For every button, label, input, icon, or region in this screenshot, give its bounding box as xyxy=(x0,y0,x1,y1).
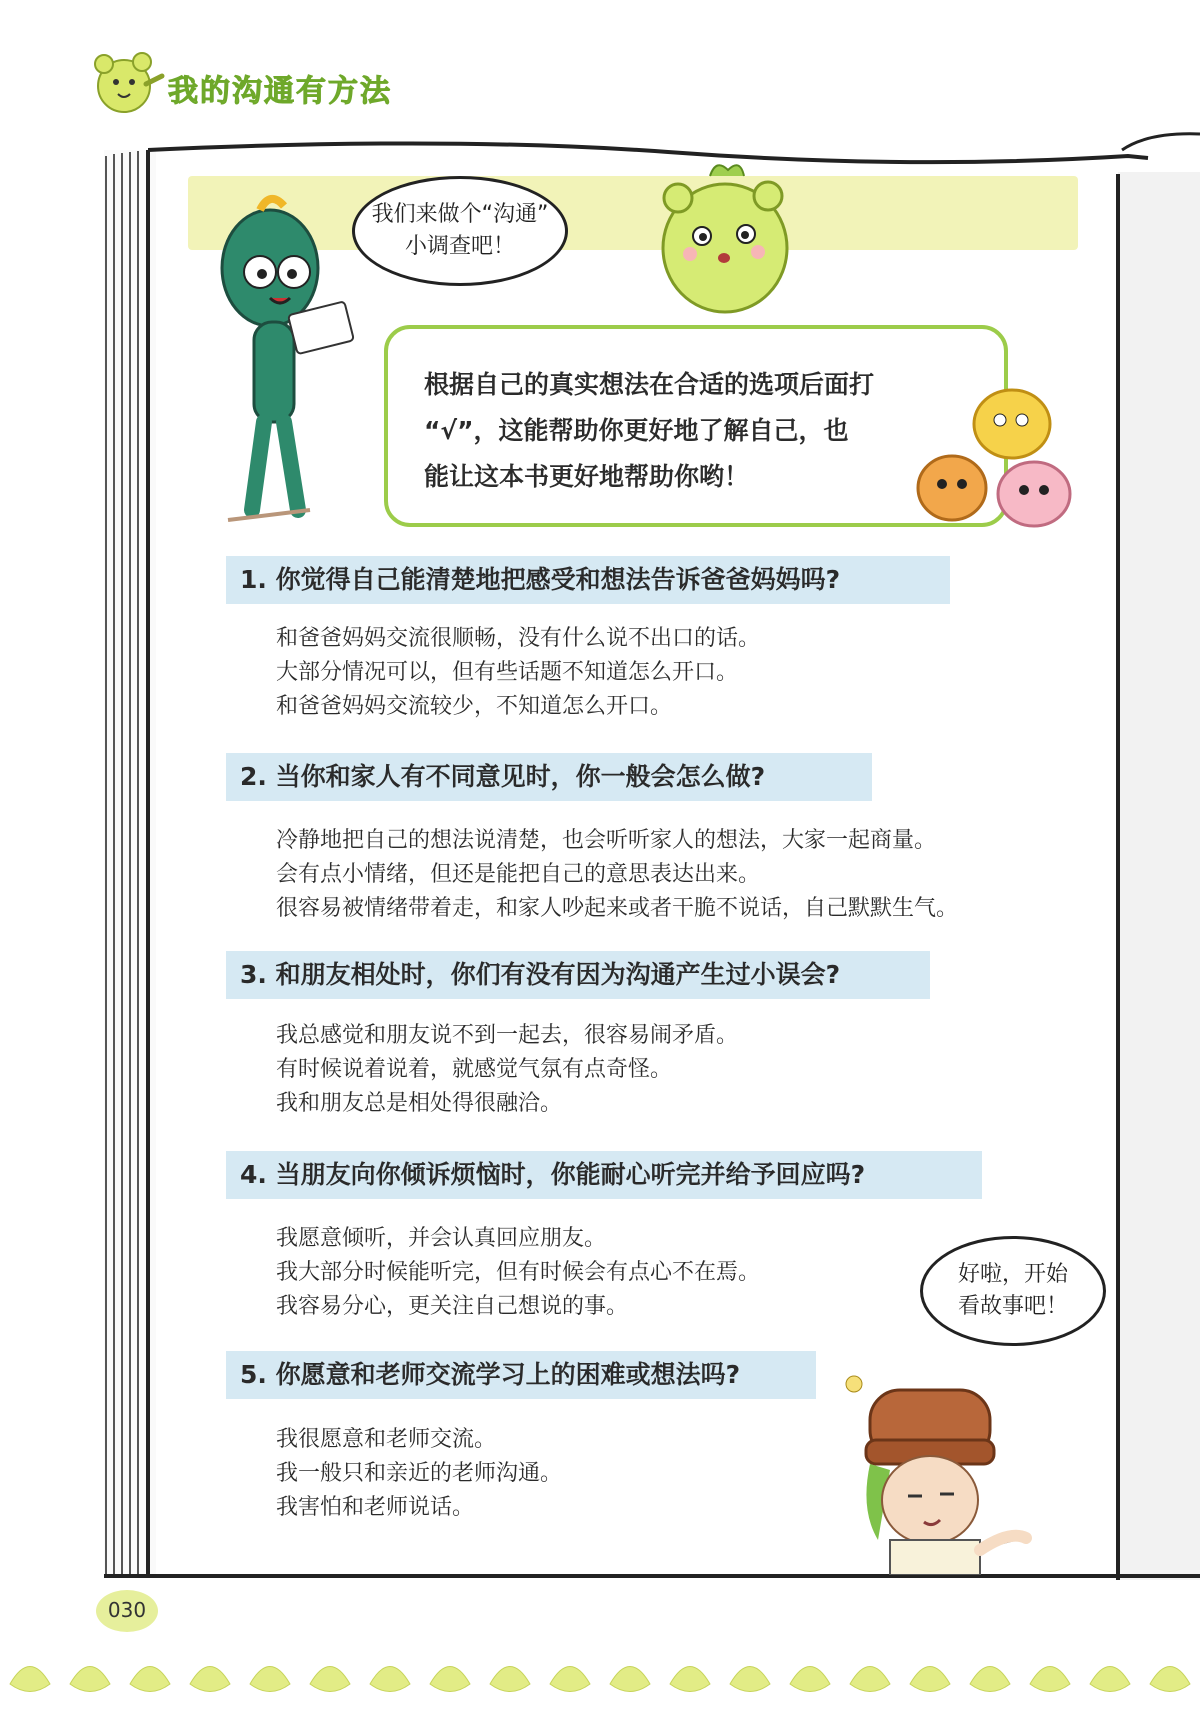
instruction-line: 根据自己的真实想法在合适的选项后面打 xyxy=(424,370,875,399)
question-title: 1. 你觉得自己能清楚地把感受和想法告诉爸爸妈妈吗? xyxy=(240,565,841,594)
bubble-line: 小调查吧！ xyxy=(404,234,515,259)
hat-character-illustration xyxy=(830,1360,1040,1575)
book-page-edges xyxy=(104,150,156,1578)
option-text[interactable]: 我容易分心，更关注自己想说的事。 xyxy=(276,1294,629,1319)
question-title: 5. 你愿意和老师交流学习上的困难或想法吗? xyxy=(240,1360,741,1389)
question-title: 2. 当你和家人有不同意见时，你一般会怎么做? xyxy=(240,762,766,791)
bubble-line: 看故事吧！ xyxy=(957,1294,1068,1319)
bubble-line: 好啦，开始 xyxy=(957,1262,1068,1287)
option-text[interactable]: 我害怕和老师说话。 xyxy=(276,1495,475,1520)
small-creatures-illustration xyxy=(916,384,1096,534)
option-text[interactable]: 和爸爸妈妈交流很顺畅，没有什么说不出口的话。 xyxy=(276,626,761,651)
question-title: 4. 当朋友向你倾诉烦恼时，你能耐心听完并给予回应吗? xyxy=(240,1160,866,1189)
option-text[interactable]: 我和朋友总是相处得很融洽。 xyxy=(276,1091,563,1116)
option-text[interactable]: 我大部分时候能听完，但有时候会有点心不在焉。 xyxy=(276,1260,761,1285)
book-right-page xyxy=(1110,140,1200,1580)
option-text[interactable]: 有时候说着说着，就感觉气氛有点奇怪。 xyxy=(276,1057,673,1082)
instruction-text xyxy=(424,362,964,500)
speech-bubble-survey xyxy=(352,176,568,286)
option-text[interactable]: 会有点小情绪，但还是能把自己的意思表达出来。 xyxy=(276,862,761,887)
yellow-bear-illustration xyxy=(650,158,800,318)
instruction-line: 能让这本书更好地帮助你哟！ xyxy=(424,462,750,491)
leaf-border-decoration xyxy=(0,1644,1200,1704)
instruction-line: “√”，这能帮助你更好地了解自己，也 xyxy=(424,416,849,445)
green-character-illustration xyxy=(200,188,370,528)
mascot-icon xyxy=(86,40,166,120)
option-text[interactable]: 我很愿意和老师交流。 xyxy=(276,1427,497,1452)
option-text[interactable]: 我一般只和亲近的老师沟通。 xyxy=(276,1461,563,1486)
option-text[interactable]: 大部分情况可以，但有些话题不知道怎么开口。 xyxy=(276,660,739,685)
bubble-line: 我们来做个“沟通” xyxy=(371,202,549,227)
option-text[interactable]: 很容易被情绪带着走，和家人吵起来或者干脆不说话，自己默默生气。 xyxy=(276,896,959,921)
option-text[interactable]: 和爸爸妈妈交流较少，不知道怎么开口。 xyxy=(276,694,673,719)
option-text[interactable]: 我总感觉和朋友说不到一起去，很容易闹矛盾。 xyxy=(276,1023,739,1048)
page-title: 我的沟通有方法 xyxy=(168,74,392,109)
option-text[interactable]: 冷静地把自己的想法说清楚，也会听听家人的想法，大家一起商量。 xyxy=(276,828,937,853)
page-number: 030 xyxy=(107,1598,147,1622)
question-title: 3. 和朋友相处时，你们有没有因为沟通产生过小误会? xyxy=(240,960,841,989)
option-text[interactable]: 我愿意倾听，并会认真回应朋友。 xyxy=(276,1226,607,1251)
speech-bubble-story xyxy=(920,1236,1106,1346)
